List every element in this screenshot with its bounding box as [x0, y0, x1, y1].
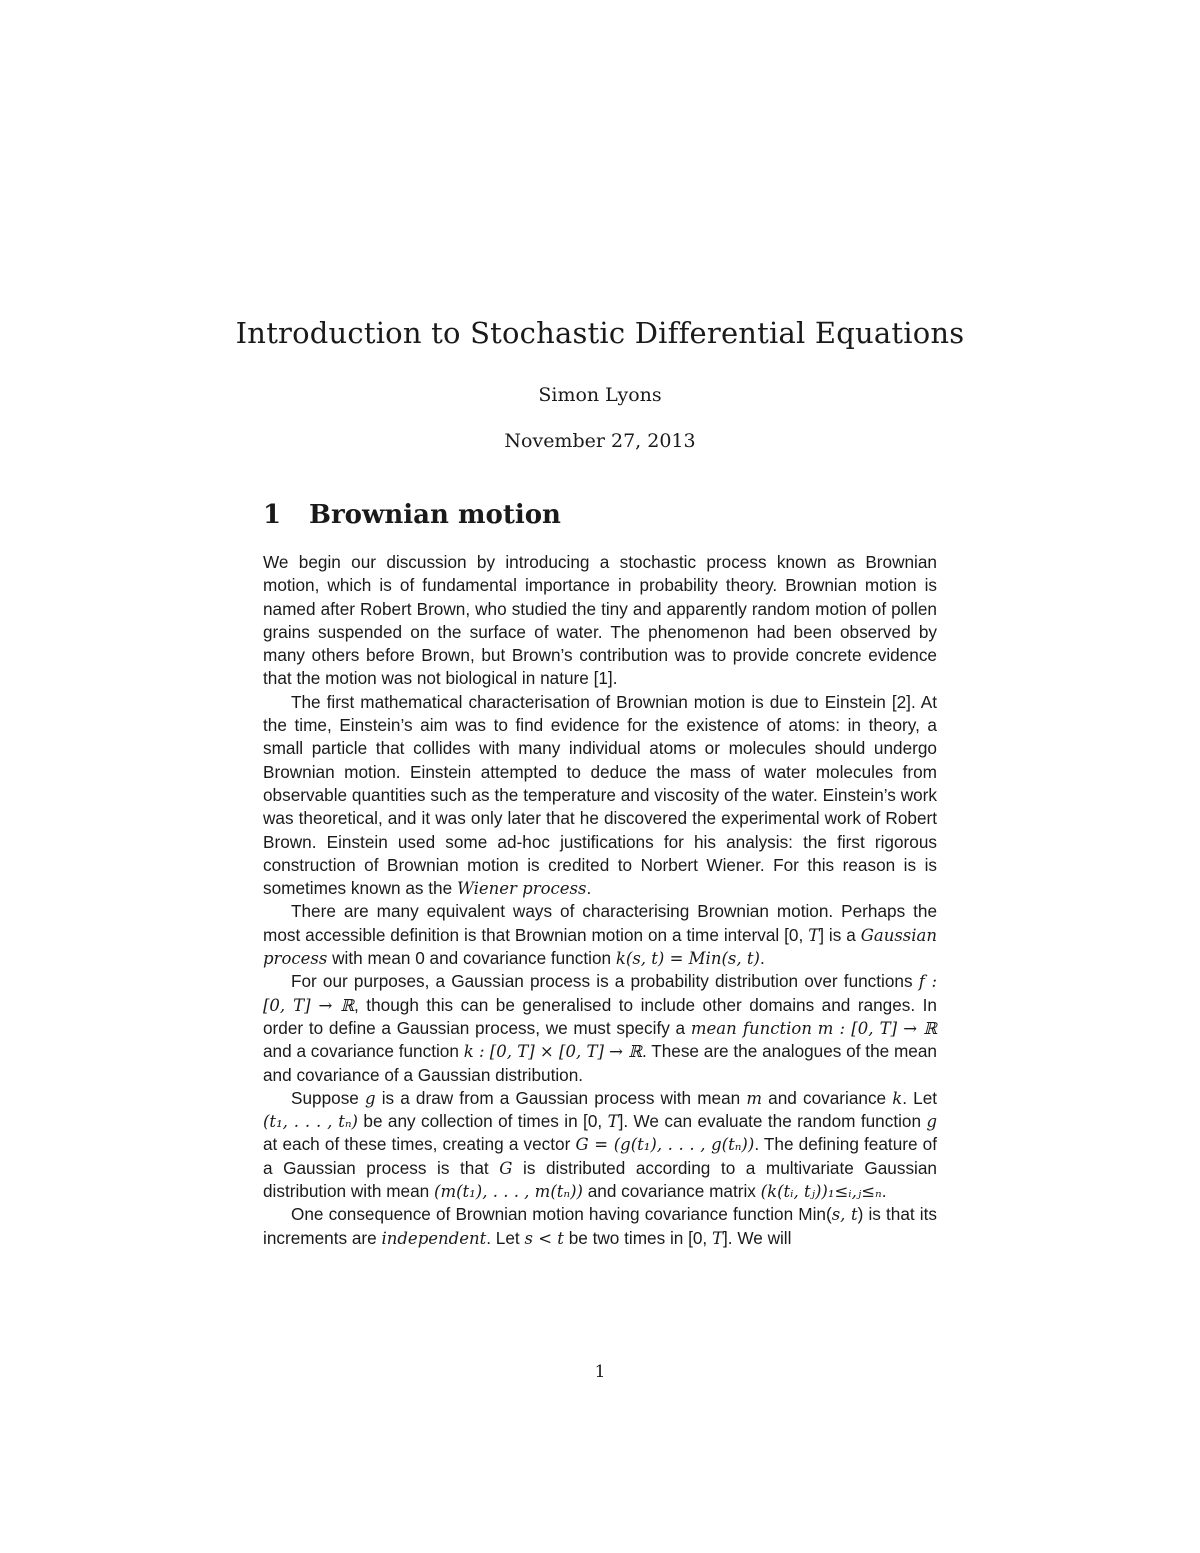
paragraph-5-part-j: . — [881, 1181, 887, 1202]
paragraph-4-text: For our purposes, a Gaussian process is a probability distribution over functions — [291, 971, 913, 992]
paragraph-3-part-a: ] is a — [819, 924, 856, 945]
paragraph-5-part-i: and covariance matrix — [587, 1181, 756, 1202]
paragraph-6-part-c: be two times in [0, — [568, 1227, 708, 1248]
math-mean-vector: (m(t₁), . . . , m(tₙ)) — [434, 1182, 583, 1202]
paragraph-5-part-b: and covariance — [768, 1087, 887, 1108]
paragraph-3-part-c: . — [759, 948, 765, 969]
paper-author: Simon Lyons — [538, 384, 662, 406]
paragraph-3 — [263, 900, 937, 970]
paragraph-5-text: Suppose — [291, 1087, 359, 1108]
paragraph-5-part-a: is a draw from a Gaussian process with mean — [381, 1087, 741, 1108]
section-title: Brownian motion — [309, 500, 561, 530]
math-G: G — [499, 1158, 513, 1178]
mean-function-term: mean function — [690, 1018, 812, 1038]
math-s-less-than-t: s < t — [524, 1228, 564, 1248]
paragraph-6-part-b: . Let — [486, 1227, 520, 1248]
gaussian-process-term: Gaussian process — [263, 925, 938, 969]
math-k: k — [892, 1088, 903, 1108]
math-time-tuple: (t₁, . . . , tₙ) — [263, 1112, 358, 1132]
paragraph-5-part-d: be any collection of times in [0, — [363, 1111, 603, 1132]
paragraph-5-part-f: at each of these times, creating a vector — [263, 1134, 571, 1155]
section-body — [263, 551, 937, 1250]
paragraph-4-part-a: , though this can be generalised to include other domains and ranges. In order to define a Gaussian process, we must specify a — [263, 994, 937, 1038]
math-g: g — [365, 1088, 376, 1108]
paragraph-6-text: One consequence of Brownian motion having covariance function Min( — [291, 1204, 832, 1225]
paper-title: Introduction to Stochastic Differential Equations — [235, 316, 965, 350]
math-T-3: T — [711, 1228, 723, 1248]
paragraph-3-part-b: with mean 0 and covariance function — [332, 948, 612, 969]
paragraph-6-part-d: ]. We will — [723, 1227, 792, 1248]
paragraph-1-text: We begin our discussion by introducing a stochastic process known as Brownian motion, which is of fundamental importance in probability theory. Brownian motion is named after Robert Brown, who studied the tiny and apparently random motion of pollen grains suspended on the surface of water. The phenomenon had been observed by many others before Brown, but Brown’s contribution was to provide concrete evidence that the motion was not biological in nature [1]. — [263, 552, 937, 689]
math-covariance-function: k(s, t) = Min(s, t) — [615, 949, 760, 969]
math-m-map: m : [0, T] → ℝ — [817, 1018, 937, 1038]
math-T: T — [808, 925, 820, 945]
paragraph-5-part-g: . The defining feature of a Gaussian process is that — [263, 1134, 938, 1178]
independent-term: independent — [381, 1228, 487, 1248]
paragraph-3-text: There are many equivalent ways of characterising Brownian motion. Perhaps the most accessible definition is that Brownian motion on a time interval [0, — [263, 901, 937, 945]
math-covariance-matrix: (k(tᵢ, tⱼ))₁≤ᵢ,ⱼ≤ₙ — [760, 1182, 882, 1202]
paragraph-1 — [263, 551, 937, 691]
page-number: 1 — [594, 1362, 606, 1382]
paragraph-6-part-a: ) is that its increments are — [263, 1204, 937, 1248]
paragraph-4 — [263, 970, 937, 1086]
math-T-2: T — [607, 1112, 619, 1132]
paragraph-5 — [263, 1087, 937, 1203]
math-s-t: s, t — [831, 1205, 858, 1225]
paragraph-5-part-h: is distributed according to a multivariate Gaussian distribution with mean — [263, 1157, 937, 1202]
paragraph-4-part-c: . These are the analogues of the mean and covariance of a Gaussian distribution. — [263, 1041, 937, 1085]
math-g-2: g — [926, 1112, 938, 1132]
section-number: 1 — [263, 500, 282, 530]
math-m: m — [746, 1088, 763, 1108]
math-f-map: f : [0, T] → ℝ — [263, 972, 938, 1015]
paragraph-6 — [263, 1203, 937, 1250]
math-G-definition: G = (g(t₁), . . . , g(tₙ)) — [575, 1135, 755, 1155]
paragraph-2-text: The first mathematical characterisation of Brownian motion is due to Einstein [2]. At the time, Einstein’s aim was to find evidence for the existence of atoms: in theory, a small particle that collides with many individual atoms or molecules should undergo Brownian motion. Einstein attempted to deduce the mass of water molecules from observable quantities such as the temperature and viscosity of the water. Einstein’s work was theoretical, and it was only later that he discovered the experimental work of Robert Brown. Einstein used some ad-hoc justifications for his analysis: the first rigorous construction of Brownian motion is credited to Norbert Wiener. For this reason is is sometimes known as the — [263, 691, 937, 899]
math-k-map: k : [0, T] × [0, T] → ℝ — [463, 1042, 642, 1062]
paragraph-4-part-b: and a covariance function — [263, 1041, 459, 1062]
section-heading — [263, 500, 561, 530]
wiener-process-term: Wiener process — [456, 879, 587, 899]
paragraph-2: The first mathematical characterisation of Brownian motion is due to Einstein [2]. At the time, Einstein’s aim was to find evidence for the existence of atoms: in theory, a small particle that collides with many individual atoms or molecules should undergo Brownian motion. Einstein attempted to deduce the mass of water molecules from observable quantities such as the temperature and viscosity of the water. Einstein’s work was theoretical, and it was only later that he discovered the experimental work of Robert Brown. Einstein used some ad-hoc justifications for his analysis: the first rigorous construction of Brownian motion is credited to Norbert Wiener. For this reason is is sometimes known as the Wiener process. — [263, 691, 937, 899]
paragraph-5-part-e: ]. We can evaluate the random function — [618, 1111, 922, 1132]
paper-date: November 27, 2013 — [504, 430, 696, 452]
paragraph-5-part-c: . Let — [902, 1087, 938, 1108]
